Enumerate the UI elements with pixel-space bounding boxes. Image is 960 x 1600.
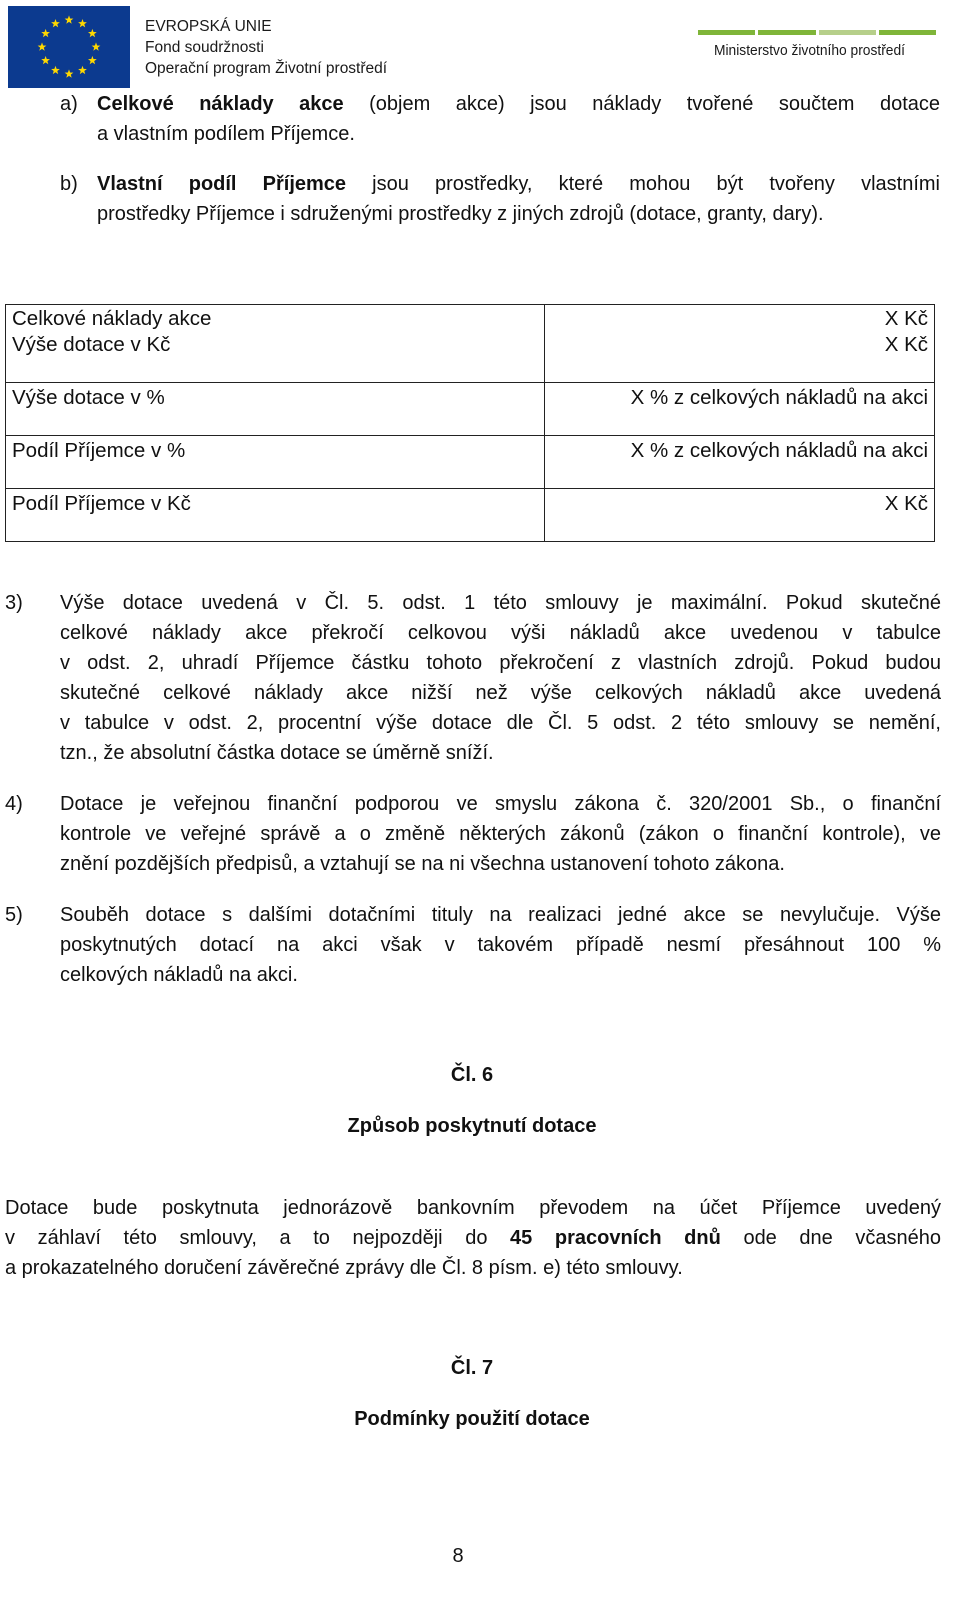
- list-item-line: Souběh dotace s dalšími dotačními tituly na realizaci jedné akce se nevylučuje. Výše: [60, 904, 941, 926]
- table-row: [6, 436, 935, 489]
- definition-text-2: a vlastním podílem Příjemce.: [97, 123, 355, 145]
- list-item: [5, 588, 941, 768]
- section-6-line-3: a prokazatelného doručení závěrečné zprávy dle Čl. 8 písm. e) této smlouvy.: [5, 1257, 683, 1279]
- section-6-line-1: Dotace bude poskytnuta jednorázově bankovním převodem na účet Příjemce uvedený: [5, 1197, 941, 1219]
- table-cell-value: X Kč: [884, 307, 928, 330]
- definition-b: [60, 169, 940, 229]
- list-item: [5, 789, 941, 879]
- table-row: [6, 489, 935, 542]
- table-cell-label: Výše dotace v %: [12, 386, 165, 409]
- table-cell-label: Celkové náklady akce: [12, 307, 212, 330]
- deadline-bold: 45 pracovních dnů: [510, 1227, 721, 1249]
- page-number: 8: [452, 1545, 464, 1567]
- table-cell-label: Výše dotace v Kč: [12, 333, 171, 356]
- table-cell-label: Podíl Příjemce v Kč: [12, 492, 191, 515]
- table-cell-label: Podíl Příjemce v %: [12, 439, 186, 462]
- definition-label: a): [60, 93, 78, 115]
- ministry-logo-text: Ministerstvo životního prostředí: [714, 42, 905, 59]
- section-6-number: Čl. 6: [450, 1064, 494, 1086]
- definition-text: jsou prostředky, které mohou být tvořeny vlastními: [346, 173, 940, 195]
- list-item-body: [60, 900, 941, 990]
- ministry-logo-bars: [698, 30, 936, 35]
- table-cell-value: X % z celkových nákladů na akci: [630, 439, 928, 462]
- numbered-list: [5, 588, 941, 1011]
- list-item-body: [60, 588, 941, 768]
- list-item-line: celkové náklady akce překročí celkovou výši nákladů akce uvedenou v tabulce: [60, 622, 941, 644]
- list-item-line: skutečné celkové náklady akce nižší než výše celkových nákladů akce uvedená: [60, 682, 941, 704]
- eu-line-3: Operační program Životní prostředí: [145, 60, 388, 77]
- definitions-list: [60, 89, 940, 229]
- list-item-number: 5): [5, 904, 23, 926]
- definition-term: Vlastní podíl Příjemce: [97, 173, 347, 195]
- eu-flag-logo: [8, 6, 130, 88]
- list-item-line: celkových nákladů na akci.: [60, 964, 298, 986]
- section-6-line-2: v záhlaví této smlouvy, a to nejpozději do 45 pracovních dnů ode dne včasného: [5, 1227, 941, 1249]
- section-7-number: Čl. 7: [450, 1357, 494, 1379]
- definition-term: Celkové náklady akce: [97, 93, 344, 115]
- list-item-line: Výše dotace uvedená v Čl. 5. odst. 1 této smlouvy je maximální. Pokud skutečné: [60, 592, 941, 614]
- cost-table: [5, 304, 935, 542]
- list-item-number: 4): [5, 793, 23, 815]
- definition-a: [60, 89, 940, 149]
- table-row: [6, 305, 935, 383]
- list-item-line: tzn., že absolutní částka dotace se úměrně sníží.: [60, 742, 494, 764]
- list-item-line: znění pozdějších předpisů, a vztahují se na ni všechna ustanovení tohoto zákona.: [60, 853, 785, 875]
- eu-line-2: Fond soudržnosti: [145, 39, 264, 56]
- definition-label: b): [60, 173, 78, 195]
- eu-line-1: EVROPSKÁ UNIE: [145, 18, 272, 35]
- eu-program-text: [145, 16, 387, 79]
- section-7-title: Podmínky použití dotace: [354, 1408, 590, 1430]
- list-item: [5, 900, 941, 990]
- section-6-text: [5, 1193, 941, 1283]
- list-item-line: kontrole ve veřejné správě a o změně některých zákonů (zákon o finanční kontrole), ve: [60, 823, 941, 845]
- table-row: [6, 383, 935, 436]
- definition-text-2: prostředky Příjemce i sdruženými prostředky z jiných zdrojů (dotace, granty, dary).: [97, 203, 824, 225]
- section-6-title: Způsob poskytnutí dotace: [347, 1115, 597, 1137]
- table-cell-value: X Kč: [884, 333, 928, 356]
- list-item-line: v odst. 2, uhradí Příjemce částku tohoto překročení z vlastních zdrojů. Pokud budou: [60, 652, 941, 674]
- list-item-body: [60, 789, 941, 879]
- list-item-line: v tabulce v odst. 2, procentní výše dotace dle Čl. 5 odst. 2 této smlouvy se nemění,: [60, 712, 941, 734]
- table-cell-value: X % z celkových nákladů na akci: [630, 386, 928, 409]
- definition-text: (objem akce) jsou náklady tvořené součtem dotace: [343, 93, 940, 115]
- list-item-line: Dotace je veřejnou finanční podporou ve smyslu zákona č. 320/2001 Sb., o finanční: [60, 793, 941, 815]
- table-cell-value: X Kč: [884, 492, 928, 515]
- list-item-line: poskytnutých dotací na akci však v takovém případě nesmí přesáhnout 100 %: [60, 934, 941, 956]
- list-item-number: 3): [5, 592, 23, 614]
